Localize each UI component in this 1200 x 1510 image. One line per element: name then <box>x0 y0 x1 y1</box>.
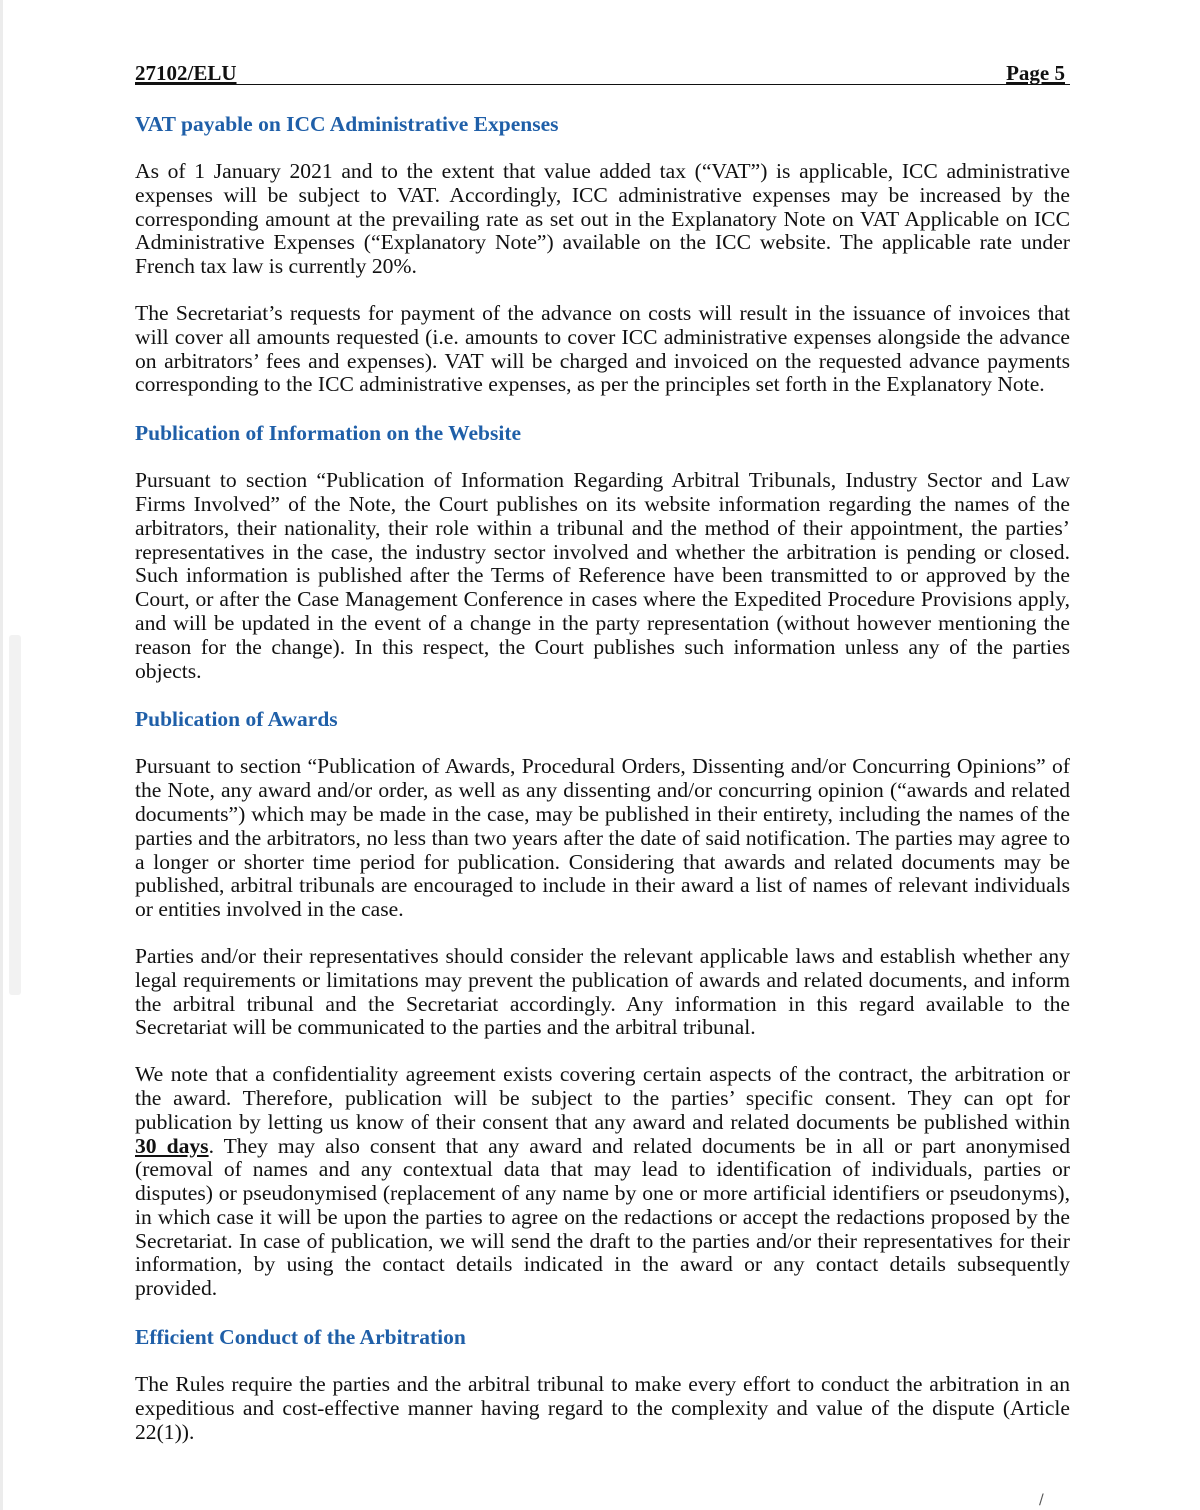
page-content <box>135 62 1070 1444</box>
heading-vat: VAT payable on ICC Administrative Expenses <box>135 112 559 136</box>
heading-website-publication: Publication of Information on the Website <box>135 421 522 446</box>
deadline-emphasis: 30 days <box>135 1133 209 1158</box>
awards-p3-before: We note that a confidentiality agreement exists covering certain aspects of the contract, the arbitration or the award. Therefore, publication will be subject to the parties’ specific consent. They can opt for publication by letting us know of their consent that any award and related documents be published within <box>135 1062 1070 1134</box>
website-paragraph-1: Pursuant to section “Publication of Information Regarding Arbitral Tribunals, Industry Sector and Law Firms Involved” of the Note, the Court publishes on its website information regarding the names of the arbitrators, their nationality, their role within a tribunal and the method of their appointment, the parties’ representatives in the case, the industry sector involved and whether the arbitration is pending or closed. Such information is published after the Terms of Reference have been transmitted to or approved by the Court, or after the Case Management Conference in cases where the Expedited Procedure Provisions apply, and will be updated in the event of a change in the party representation (without however mentioning the reason for the change). In this respect, the Court publishes such information unless any of the parties objects. <box>135 468 1070 683</box>
awards-paragraph-3 <box>135 1063 1070 1301</box>
awards-paragraph-1: Pursuant to section “Publication of Awards, Procedural Orders, Dissenting and/or Concurring Opinions” of the Note, any award and/or order, as well as any dissenting and/or concurring opinion (“awards and related documents”) which may be made in the case, may be published in their entirety, including the names of the parties and the arbitrators, no less than two years after the date of said notification. The parties may agree to a longer or shorter time period for publication. Considering that awards and related documents may be published, arbitral tribunals are encouraged to include in their award a list of names of relevant individuals or entities involved in the case. <box>135 754 1070 922</box>
reference-number: 27102/ELU <box>135 61 237 85</box>
heading-efficient-conduct: Efficient Conduct of the Arbitration <box>135 1325 466 1350</box>
corner-mark: / <box>1039 1492 1044 1508</box>
heading-awards-publication: Publication of Awards <box>135 707 338 732</box>
awards-paragraph-2: Parties and/or their representatives should consider the relevant applicable laws and establish whether any legal requirements or limitations may prevent the publication of awards and related documents, and inform the arbitral tribunal and the Secretariat accordingly. Any information in this regard available to the Secretariat will be communicated to the parties and the arbitral tribunal. <box>135 943 1070 1040</box>
scroll-edge-mark <box>9 635 21 995</box>
document-header <box>135 62 1070 85</box>
vat-paragraph-1: As of 1 January 2021 and to the extent that value added tax (“VAT”) is applicable, ICC administrative expenses will be subject to VAT. Accordingly, ICC administrative expenses may be increased by the corresponding amount at the prevailing rate as set out in the Explanatory Note on VAT Applicable on ICC Administrative Expenses (“Explanatory Note”) available on the ICC website. The applicable rate under French tax law is currently 20%. <box>135 159 1070 279</box>
awards-p3-after: . They may also consent that any award and related documents be in all or part anonymised (removal of names and any contextual data that may lead to identification of individuals, parties or disputes) or pseudonymised (replacement of any name by one or more artificial identifiers or pseudonyms), in which case it will be upon the parties to agree on the redactions or accept the redactions proposed by the Secretariat. In case of publication, we will send the draft to the parties and/or their representatives for their information, by using the contact details indicated in the award or any contact details subsequently provided. <box>135 1133 1071 1301</box>
page-number: Page 5 <box>1006 61 1065 85</box>
efficient-paragraph-1: The Rules require the parties and the arbitral tribunal to make every effort to conduct the arbitration in an expeditious and cost-effective manner having regard to the complexity and value of the dispute (Article 22(1)). <box>135 1372 1070 1444</box>
vat-paragraph-2: The Secretariat’s requests for payment of the advance on costs will result in the issuance of invoices that will cover all amounts requested (i.e. amounts to cover ICC administrative expenses alongside the advance on arbitrators’ fees and expenses). VAT will be charged and invoiced on the requested advance payments corresponding to the ICC administrative expenses, as per the principles set forth in the Explanatory Note. <box>135 300 1070 397</box>
